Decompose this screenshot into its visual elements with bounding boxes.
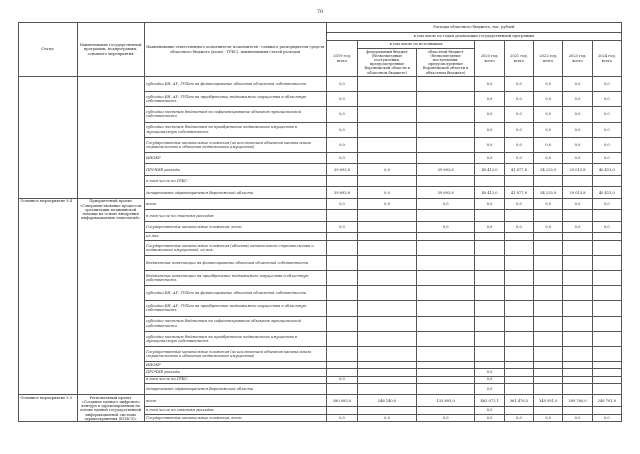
expense-label-cell: субсидии ЕН, АУ, ГУПам на финансирование объектов областной собственности [144, 286, 326, 301]
value-cell: 0,0 [416, 221, 475, 233]
value-cell [326, 301, 357, 316]
value-cell: 39 693,8 [416, 164, 475, 176]
value-cell [475, 346, 504, 361]
header-2024: 2024 год, всего [592, 41, 621, 77]
value-cell [504, 240, 533, 255]
table-row [19, 395, 622, 407]
value-cell [592, 240, 621, 255]
value-cell: 0,0 [534, 152, 563, 164]
expense-label-cell: Государственные капитальные вложения (объекты капитального строительства и недвижимого имущества), из них: [144, 240, 326, 255]
header-program: Наименование государственной программы, подпрограммы, основного мероприятия [77, 23, 144, 77]
value-cell: 0,0 [475, 376, 504, 383]
value-cell [534, 271, 563, 286]
value-cell [416, 175, 475, 187]
value-cell [416, 301, 475, 316]
value-cell [534, 362, 563, 369]
value-cell: 0,0 [475, 137, 504, 152]
value-cell [416, 233, 475, 240]
value-cell: 0,0 [563, 107, 592, 122]
value-cell [563, 210, 592, 222]
value-cell [504, 383, 533, 395]
value-cell [592, 346, 621, 361]
value-cell [504, 407, 533, 415]
value-cell [475, 210, 504, 222]
expense-label-cell: Государственные капитальные вложения, всего [144, 414, 326, 422]
value-cell [504, 175, 533, 187]
value-cell [534, 301, 563, 316]
expense-label-cell: из них: [144, 233, 326, 240]
value-cell [358, 233, 417, 240]
value-cell: 0,0 [326, 414, 357, 422]
value-cell: 0,0 [475, 122, 504, 137]
value-cell [475, 175, 504, 187]
status-cell: Основное мероприятие 9.5 [19, 395, 78, 422]
value-cell: 0,0 [326, 92, 357, 107]
value-cell: 0,0 [326, 122, 357, 137]
value-cell: 246 140,0 [358, 395, 417, 407]
value-cell [504, 331, 533, 346]
header-regional: областной бюджет (безвозмездные поступления, предусмотренные Воронежской области в областном бюджете) [416, 48, 474, 76]
status-cell: Основное мероприятие 9.4 [19, 198, 78, 394]
value-cell [534, 316, 563, 331]
value-cell: 0,0 [475, 92, 504, 107]
value-cell: 0,0 [592, 152, 621, 164]
value-cell: 349 951,0 [534, 395, 563, 407]
value-cell: 0,0 [504, 77, 533, 92]
value-cell [592, 331, 621, 346]
status-cell [19, 77, 78, 199]
expense-label-cell: субсидии местным бюджетам на приобретение недвижимого имущества в муниципальную собственность [144, 331, 326, 346]
value-cell [326, 255, 357, 270]
expense-label-cell: Государственные капитальные вложения (за исключением объектов капитального строительства и объектов недвижимого имущества) [144, 346, 326, 361]
value-cell [534, 346, 563, 361]
value-cell [504, 316, 533, 331]
expense-label-cell: департамент здравоохранения Воронежской области [144, 187, 326, 199]
value-cell: 289 760,0 [563, 395, 592, 407]
value-cell [592, 175, 621, 187]
value-cell: 41 877,8 [504, 187, 533, 199]
value-cell [504, 255, 533, 270]
value-cell [504, 210, 533, 222]
value-cell: 0,0 [358, 187, 417, 199]
expense-label-cell: департамент здравоохранения Воронежской области [144, 383, 326, 395]
expense-label-cell: ПРОЧИЕ расходы [144, 164, 326, 176]
value-cell: 0,0 [592, 92, 621, 107]
header-federal: федеральный бюджет (безвозмездные поступления, предусмотренные Воронежской области в областном бюджете) [358, 48, 416, 76]
value-cell [416, 240, 475, 255]
value-cell [358, 286, 417, 301]
value-cell [326, 316, 357, 331]
value-cell: 0,0 [416, 414, 475, 422]
value-cell [534, 286, 563, 301]
value-cell [534, 240, 563, 255]
value-cell [416, 77, 475, 92]
value-cell [592, 255, 621, 270]
value-cell: 0,0 [592, 221, 621, 233]
value-cell: 0,0 [475, 369, 504, 376]
value-cell: 0,0 [563, 77, 592, 92]
header-2023: 2023 год, всего [563, 41, 592, 77]
program-cell: Региональный проект «Создание единого цифрового контура в здравоохранении на основе единой государственной информационной системы здравоохранения (ЕГИСЗ)» [77, 395, 144, 422]
value-cell [326, 240, 357, 255]
value-cell [563, 383, 592, 395]
value-cell [534, 383, 563, 395]
value-cell [534, 331, 563, 346]
value-cell [475, 286, 504, 301]
value-cell [358, 301, 417, 316]
value-cell: 0,0 [326, 376, 357, 383]
value-cell: 0,0 [563, 92, 592, 107]
value-cell [416, 369, 475, 376]
value-cell [563, 362, 592, 369]
value-cell: 462 071,1 [475, 395, 504, 407]
value-cell [592, 316, 621, 331]
value-cell [358, 152, 417, 164]
value-cell [358, 376, 417, 383]
value-cell [563, 301, 592, 316]
value-cell: 40 412,0 [475, 164, 504, 176]
expense-label-cell: в том числе по статьям расходов: [144, 210, 326, 222]
header-sources: в том числе по источникам: [358, 41, 474, 48]
expense-label-cell: НИОКР [144, 362, 326, 369]
value-cell: 39 693,8 [326, 164, 357, 176]
value-cell: 0,0 [475, 383, 504, 395]
value-cell: 0,0 [534, 122, 563, 137]
value-cell: 0,0 [326, 221, 357, 233]
value-cell [504, 362, 533, 369]
expense-label-cell: бюджетные инвестиции на финансирование объектов областной собственности [144, 255, 326, 270]
value-cell [563, 376, 592, 383]
value-cell: 0,0 [504, 221, 533, 233]
value-cell [563, 233, 592, 240]
value-cell: 0,0 [563, 122, 592, 137]
value-cell: 0,0 [504, 107, 533, 122]
value-cell [416, 107, 475, 122]
value-cell [326, 362, 357, 369]
value-cell [475, 271, 504, 286]
value-cell: 0,0 [475, 198, 504, 210]
expense-label-cell: в том числе по ГРБС: [144, 376, 326, 383]
table-header [19, 23, 622, 77]
value-cell: 0,0 [592, 198, 621, 210]
value-cell [416, 122, 475, 137]
value-cell: 0,0 [475, 407, 504, 415]
value-cell [326, 286, 357, 301]
value-cell: 0,0 [534, 198, 563, 210]
header-2020: 2020 год, всего [475, 41, 504, 77]
value-cell [326, 210, 357, 222]
value-cell [326, 175, 357, 187]
value-cell [475, 240, 504, 255]
value-cell [504, 286, 533, 301]
value-cell [563, 346, 592, 361]
value-cell: 0,0 [592, 77, 621, 92]
value-cell: 54 225,9 [534, 187, 563, 199]
table-body [19, 77, 622, 422]
value-cell [475, 255, 504, 270]
header-executor: Наименование ответственного исполнителя, исполнителя - главного распорядителя средств областного бюджета (далее - ГРБС), наименования статей расходов [144, 23, 326, 77]
value-cell [534, 210, 563, 222]
value-cell: 40 412,0 [475, 187, 504, 199]
value-cell [326, 346, 357, 361]
value-cell [592, 271, 621, 286]
expense-label-cell: субсидии местным бюджетам на софинансирование объектов муниципальной собственности [144, 107, 326, 122]
value-cell [358, 316, 417, 331]
value-cell: 0,0 [534, 414, 563, 422]
value-cell [563, 331, 592, 346]
header-expenses: Расходы областного бюджета, тыс. рублей [326, 23, 621, 33]
value-cell: 0,0 [326, 137, 357, 152]
value-cell: 0,0 [563, 414, 592, 422]
expense-label-cell: всего [144, 198, 326, 210]
value-cell [416, 407, 475, 415]
value-cell [358, 271, 417, 286]
value-cell [358, 122, 417, 137]
value-cell: 0,0 [504, 122, 533, 137]
expense-label-cell: бюджетные инвестиции на приобретение недвижимого имущества в областную собственность [144, 271, 326, 286]
value-cell: 0,0 [504, 92, 533, 107]
expense-label-cell: всего [144, 395, 326, 407]
value-cell [326, 271, 357, 286]
program-cell: Приоритетный проект «Совершенствование процессов организации медицинской помощи на основе внедрения информационных технологий» [77, 198, 144, 394]
value-cell [326, 407, 357, 415]
value-cell [504, 233, 533, 240]
value-cell [358, 92, 417, 107]
value-cell [592, 383, 621, 395]
value-cell [358, 107, 417, 122]
value-cell: 0,0 [592, 107, 621, 122]
value-cell [592, 210, 621, 222]
value-cell [358, 221, 417, 233]
expense-label-cell: в том числе по статьям расходов: [144, 407, 326, 415]
expense-label-cell: в том числе по ГРБС: [144, 175, 326, 187]
expense-label-cell: субсидии ЕН, АУ, ГУПам на финансирование объектов областной собственности [144, 77, 326, 92]
expense-label-cell: Государственные капитальные вложения (за исключением объектов капитального строительства и объектов недвижимого имущества) [144, 137, 326, 152]
value-cell: 0,0 [358, 198, 417, 210]
value-cell [475, 331, 504, 346]
value-cell [592, 369, 621, 376]
value-cell: 0,0 [358, 414, 417, 422]
value-cell [416, 137, 475, 152]
value-cell [563, 286, 592, 301]
value-cell: 0,0 [534, 107, 563, 122]
value-cell [534, 407, 563, 415]
value-cell: 0,0 [592, 122, 621, 137]
value-cell: 0,0 [534, 137, 563, 152]
value-cell: 0,0 [326, 107, 357, 122]
value-cell [326, 233, 357, 240]
value-cell: 361 476,5 [504, 395, 533, 407]
value-cell [592, 301, 621, 316]
header-by-years: в том числе по годам реализации государственной программы [326, 33, 621, 41]
value-cell [416, 286, 475, 301]
value-cell [416, 383, 475, 395]
value-cell: 54 225,9 [534, 164, 563, 176]
value-cell [592, 362, 621, 369]
expense-label-cell: Государственные капитальные вложения, всего [144, 221, 326, 233]
value-cell [504, 301, 533, 316]
value-cell [416, 376, 475, 383]
table-row [19, 198, 622, 210]
value-cell [358, 175, 417, 187]
value-cell: 0,0 [416, 198, 475, 210]
value-cell [416, 271, 475, 286]
value-cell: 0,0 [475, 107, 504, 122]
value-cell [534, 369, 563, 376]
value-cell: 0,0 [563, 152, 592, 164]
value-cell: 0,0 [475, 414, 504, 422]
value-cell: 29 013,8 [563, 187, 592, 199]
value-cell [358, 255, 417, 270]
value-cell [416, 316, 475, 331]
value-cell [416, 362, 475, 369]
value-cell [416, 92, 475, 107]
value-cell [534, 233, 563, 240]
expense-label-cell: субсидии местным бюджетам на приобретение недвижимого имущества в муниципальную собственность [144, 122, 326, 137]
value-cell [475, 301, 504, 316]
header-2021: 2021 год, всего [504, 41, 533, 77]
value-cell [563, 175, 592, 187]
value-cell [326, 331, 357, 346]
value-cell: 0,0 [504, 414, 533, 422]
value-cell [534, 255, 563, 270]
header-2019: 2019 год, всего [327, 41, 358, 76]
value-cell [475, 233, 504, 240]
value-cell [358, 137, 417, 152]
value-cell [358, 331, 417, 346]
value-cell: 0,0 [326, 198, 357, 210]
value-cell [563, 369, 592, 376]
expense-label-cell: субсидии ЕН, АУ, ГУПам на приобретение недвижимого имущества в областную собственность [144, 92, 326, 107]
value-cell [416, 255, 475, 270]
value-cell: 0,0 [358, 164, 417, 176]
value-cell [592, 407, 621, 415]
value-cell: 0,0 [326, 152, 357, 164]
value-cell [563, 407, 592, 415]
value-cell [358, 407, 417, 415]
value-cell [416, 331, 475, 346]
value-cell [534, 175, 563, 187]
value-cell [358, 362, 417, 369]
budget-table [18, 22, 622, 422]
program-cell [77, 77, 144, 199]
header-status: Статус [19, 23, 78, 77]
header-2022: 2022 год, всего [534, 41, 563, 77]
value-cell [475, 362, 504, 369]
value-cell: 40 413,0 [592, 187, 621, 199]
value-cell: 0,0 [475, 152, 504, 164]
value-cell: 0,0 [592, 137, 621, 152]
value-cell [504, 376, 533, 383]
value-cell: 0,0 [504, 198, 533, 210]
page-number: 70 [316, 9, 324, 15]
value-cell [504, 346, 533, 361]
value-cell [358, 210, 417, 222]
value-cell [563, 255, 592, 270]
value-cell: 0,0 [326, 77, 357, 92]
expense-label-cell: субсидии ЕН, АУ, ГУПам на приобретение недвижимого имущества в областную собственность [144, 301, 326, 316]
value-cell: 0,0 [592, 414, 621, 422]
value-cell [358, 77, 417, 92]
value-cell [563, 316, 592, 331]
expense-label-cell: ПРОЧИЕ расходы [144, 369, 326, 376]
value-cell: 39 693,8 [326, 187, 357, 199]
value-cell [563, 240, 592, 255]
value-cell [416, 152, 475, 164]
value-cell [475, 316, 504, 331]
value-cell: 0,0 [563, 221, 592, 233]
value-cell: 0,0 [504, 137, 533, 152]
value-cell: 380 083,0 [326, 395, 357, 407]
value-cell: 41 877,8 [504, 164, 533, 176]
value-cell: 0,0 [475, 221, 504, 233]
value-cell: 0,0 [475, 77, 504, 92]
value-cell [534, 376, 563, 383]
expense-label-cell: субсидии местным бюджетам на софинансирование объектов муниципальной собственности [144, 316, 326, 331]
value-cell [416, 346, 475, 361]
value-cell: 0,0 [563, 137, 592, 152]
value-cell: 39 693,8 [416, 187, 475, 199]
value-cell [358, 383, 417, 395]
value-cell: 0,0 [563, 198, 592, 210]
value-cell: 0,0 [534, 221, 563, 233]
value-cell [358, 240, 417, 255]
value-cell [504, 271, 533, 286]
value-cell [504, 369, 533, 376]
value-cell [358, 346, 417, 361]
value-cell [592, 286, 621, 301]
value-cell: 0,0 [504, 152, 533, 164]
value-cell [326, 369, 357, 376]
value-cell [326, 383, 357, 395]
value-cell [358, 369, 417, 376]
value-cell: 0,0 [534, 92, 563, 107]
value-cell [563, 271, 592, 286]
table-row [19, 77, 622, 92]
value-cell: 29 013,8 [563, 164, 592, 176]
value-cell: 249 701,0 [592, 395, 621, 407]
value-cell: 133 693,0 [416, 395, 475, 407]
value-cell [416, 210, 475, 222]
value-cell: 0,0 [534, 77, 563, 92]
value-cell [592, 376, 621, 383]
value-cell: 40 413,0 [592, 164, 621, 176]
expense-label-cell: НИОКР [144, 152, 326, 164]
value-cell [592, 233, 621, 240]
header-2019-group [326, 41, 475, 77]
